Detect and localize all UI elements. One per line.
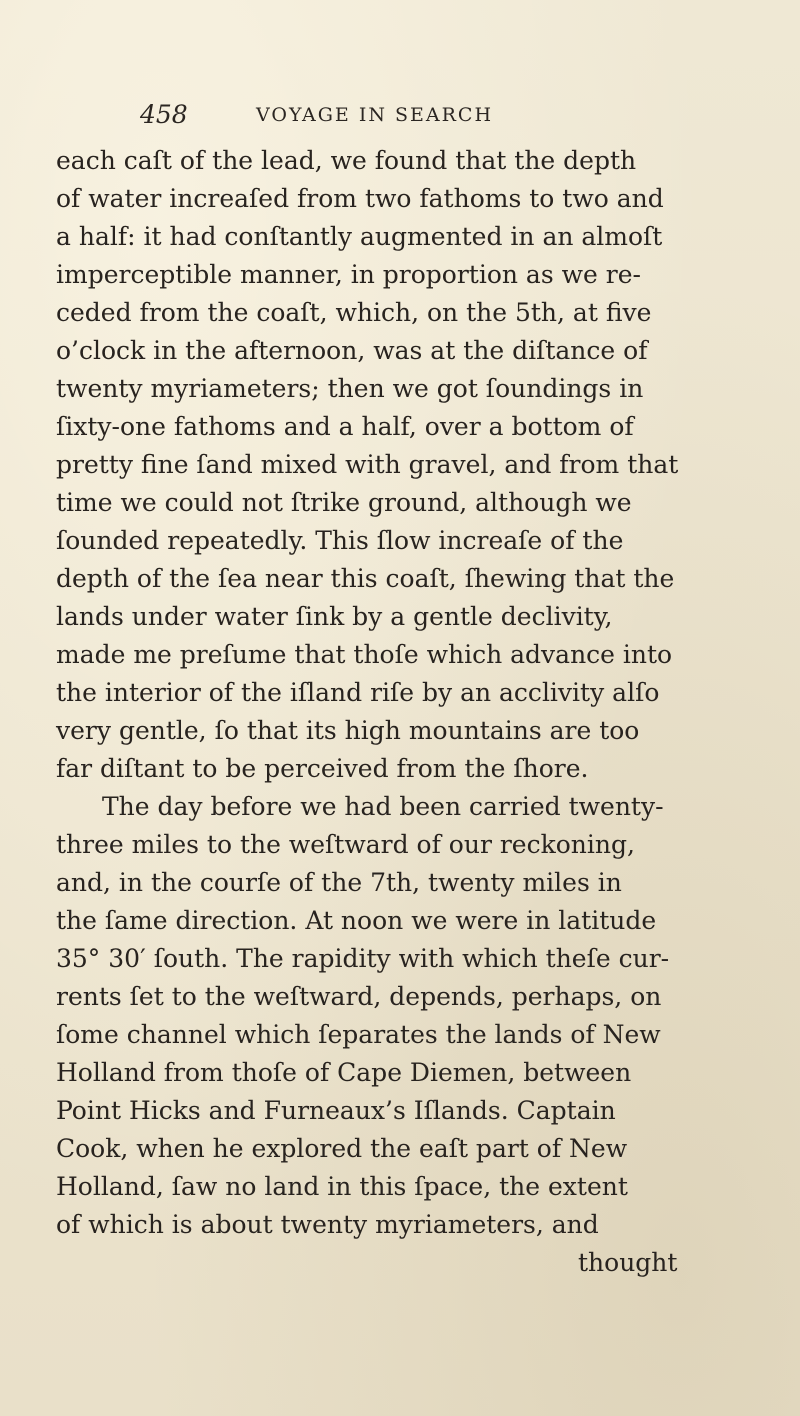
text-line: imperceptible manner, in proportion as we re- <box>56 260 641 289</box>
text-line: far diſtant to be perceived from the ſhore. <box>56 754 589 783</box>
text-line: rents ſet to the weſtward, depends, perhaps, on <box>56 982 662 1011</box>
text-line: very gentle, ſo that its high mountains are too <box>56 716 640 745</box>
text-line: ſounded repeatedly. This ſlow increaſe of the <box>56 526 624 555</box>
text-line: made me preſume that thoſe which advance into <box>56 640 673 669</box>
text-line: lands under water ſink by a gentle declivity, <box>56 602 613 631</box>
text-line: Point Hicks and Furneaux’s Iſlands. Captain <box>56 1096 616 1125</box>
text-line: the ſame direction. At noon we were in latitude <box>56 906 657 935</box>
text-line: the interior of the iſland riſe by an acclivity alſo <box>56 678 660 707</box>
page-header <box>140 100 680 136</box>
text-line: 35° 30′ ſouth. The rapidity with which theſe cur- <box>56 944 670 973</box>
text-line: The day before we had been carried twenty- <box>102 792 664 821</box>
text-line: Holland from thoſe of Cape Diemen, between <box>56 1058 632 1087</box>
catchword: thought <box>578 1248 678 1277</box>
text-line: a half: it had conſtantly augmented in an almoſt <box>56 222 663 251</box>
text-line: each caſt of the lead, we found that the depth <box>56 146 637 175</box>
text-line: of which is about twenty myriameters, and <box>56 1210 599 1239</box>
body-text <box>56 142 756 1282</box>
text-line: Cook, when he explored the eaſt part of New <box>56 1134 628 1163</box>
text-line: time we could not ſtrike ground, although we <box>56 488 632 517</box>
text-line: pretty fine ſand mixed with gravel, and from that <box>56 450 679 479</box>
text-line: o’clock in the afternoon, was at the diſtance of <box>56 336 648 365</box>
text-line: three miles to the weſtward of our reckoning, <box>56 830 635 859</box>
text-line: and, in the courſe of the 7th, twenty miles in <box>56 868 622 897</box>
text-line: twenty myriameters; then we got ſoundings in <box>56 374 644 403</box>
text-line: Holland, ſaw no land in this ſpace, the extent <box>56 1172 628 1201</box>
text-line: ſome channel which ſeparates the lands of New <box>56 1020 661 1049</box>
page-number: 458 <box>140 100 188 129</box>
text-line: ſixty-one fathoms and a half, over a bottom of <box>56 412 634 441</box>
text-line: of water increaſed from two fathoms to two and <box>56 184 664 213</box>
running-title: VOYAGE IN SEARCH <box>256 104 494 126</box>
text-line: depth of the ſea near this coaſt, ſhewing that the <box>56 564 675 593</box>
text-line: ceded from the coaſt, which, on the 5th, at five <box>56 298 652 327</box>
